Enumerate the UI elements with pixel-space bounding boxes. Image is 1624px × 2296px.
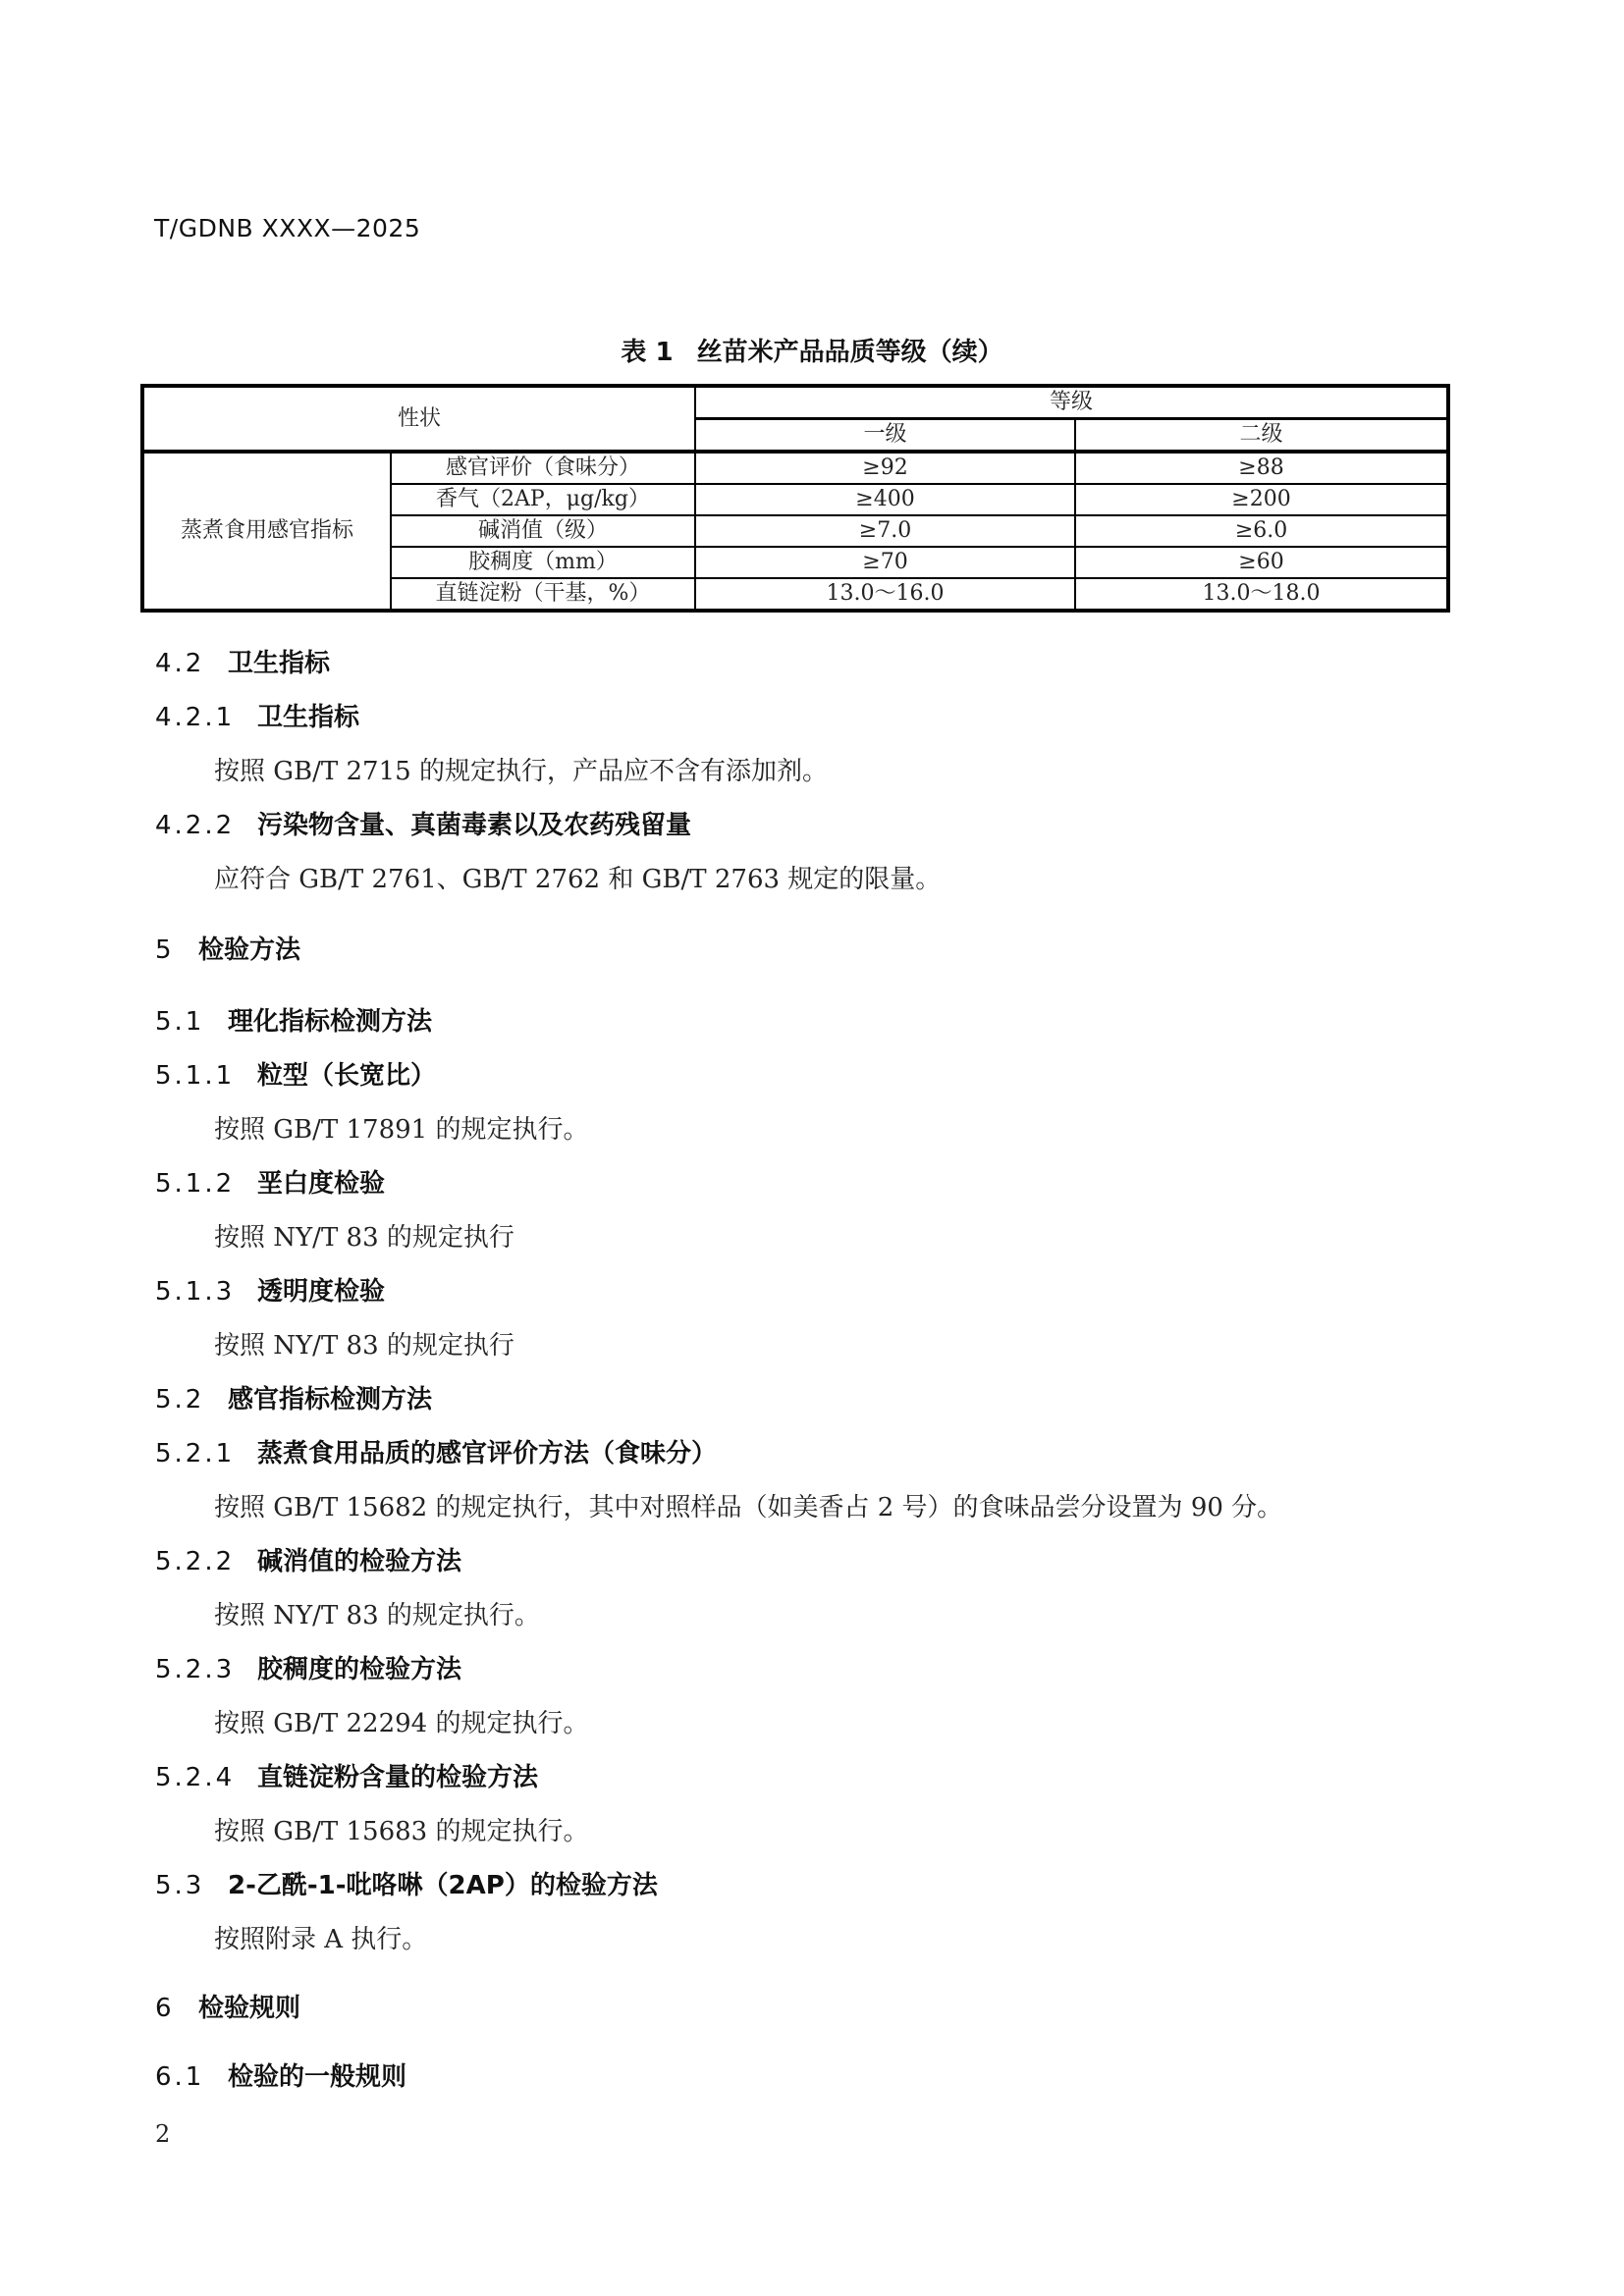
section-body: 按照 NY/T 83 的规定执行: [214, 1331, 514, 1361]
section-heading: 5.2.1 蒸煮食用品质的感官评价方法（食味分）: [155, 1439, 718, 1468]
section-heading: 5.1.2 垩白度检验: [155, 1169, 386, 1199]
row-grade-2: ≥60: [1075, 547, 1448, 578]
document-code: T/GDNB XXXX—2025: [154, 214, 421, 242]
section-body: 按照 NY/T 83 的规定执行: [214, 1223, 514, 1253]
section-body: 按照 GB/T 2715 的规定执行，产品应不含有添加剂。: [214, 757, 828, 786]
row-grade-2: ≥88: [1075, 452, 1448, 484]
row-grade-1: ≥70: [695, 547, 1075, 578]
section-heading: 5.1.3 透明度检验: [155, 1277, 386, 1307]
section-heading: 5.3 2-乙酰-1-吡咯啉（2AP）的检验方法: [155, 1871, 658, 1900]
row-item: 直链淀粉（干基，%）: [391, 578, 695, 611]
header-property: 性状: [142, 386, 695, 452]
section-body: 按照 GB/T 15683 的规定执行。: [214, 1817, 589, 1846]
section-heading: 5.1 理化指标检测方法: [155, 1007, 433, 1037]
section-body: 应符合 GB/T 2761、GB/T 2762 和 GB/T 2763 规定的限量。: [214, 865, 942, 894]
row-grade-1: ≥400: [695, 484, 1075, 515]
row-grade-2: ≥6.0: [1075, 515, 1448, 547]
section-body: 按照 GB/T 17891 的规定执行。: [214, 1115, 589, 1145]
section-heading: 6.1 检验的一般规则: [155, 2062, 407, 2092]
header-grade-2: 二级: [1075, 419, 1448, 453]
header-grade: 等级: [695, 386, 1448, 419]
row-grade-1: 13.0～16.0: [695, 578, 1075, 611]
table-row: [142, 452, 1448, 484]
section-heading: 4.2.2 污染物含量、真菌毒素以及农药残留量: [155, 811, 692, 840]
section-heading: 5.1.1 粒型（长宽比）: [155, 1061, 437, 1091]
section-body: 按照 NY/T 83 的规定执行。: [214, 1601, 540, 1630]
row-item: 感官评价（食味分）: [391, 452, 695, 484]
section-heading: 5.2.2 碱消值的检验方法: [155, 1547, 462, 1576]
section-body: 按照附录 A 执行。: [214, 1925, 428, 1954]
section-heading: 4.2.1 卫生指标: [155, 703, 360, 732]
section-heading: 5 检验方法: [155, 935, 301, 965]
row-grade-2: 13.0～18.0: [1075, 578, 1448, 611]
table-title-prefix: 表 1: [621, 338, 674, 367]
section-heading: 6 检验规则: [155, 1994, 301, 2023]
page-number: 2: [155, 2120, 171, 2148]
row-grade-2: ≥200: [1075, 484, 1448, 515]
group-label: 蒸煮食用感官指标: [142, 452, 391, 611]
row-item: 胶稠度（mm）: [391, 547, 695, 578]
row-grade-1: ≥7.0: [695, 515, 1075, 547]
section-heading: 5.2 感官指标检测方法: [155, 1385, 433, 1415]
row-item: 碱消值（级）: [391, 515, 695, 547]
row-item: 香气（2AP，μg/kg）: [391, 484, 695, 515]
section-heading: 5.2.4 直链淀粉含量的检验方法: [155, 1763, 539, 1792]
section-body: 按照 GB/T 15682 的规定执行，其中对照样品（如美香占 2 号）的食味品尝分设置为 90 分。: [214, 1493, 1283, 1522]
section-heading: 4.2 卫生指标: [155, 649, 331, 678]
table-title-text: 丝苗米产品品质等级（续）: [696, 338, 1003, 367]
section-heading: 5.2.3 胶稠度的检验方法: [155, 1655, 462, 1684]
section-body: 按照 GB/T 22294 的规定执行。: [214, 1709, 589, 1738]
header-grade-1: 一级: [695, 419, 1075, 453]
quality-grade-table: [140, 384, 1450, 613]
table-title: [0, 332, 1624, 368]
row-grade-1: ≥92: [695, 452, 1075, 484]
